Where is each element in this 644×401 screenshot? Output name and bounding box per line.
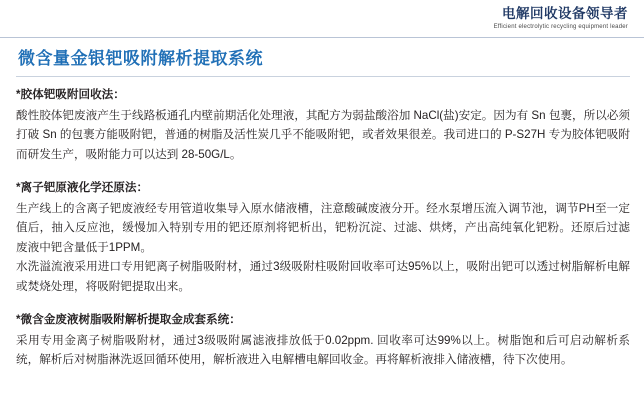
section-heading: *微含金废液树脂吸附解析提取金成套系统：	[16, 313, 241, 326]
section-gold-resin-system	[16, 310, 630, 370]
section-spacer	[16, 296, 630, 310]
company-slogan: 电解回收设备领导者	[502, 6, 628, 21]
section-heading: *离子钯原液化学还原法：	[16, 181, 149, 194]
header-divider	[0, 37, 644, 38]
section-colloidal-palladium	[16, 85, 630, 164]
section-paragraph: 酸性胶体钯废液产生于线路板通孔内壁前期活化处理液，其配方为弱盐酸浴加 NaCl(盐)安定。因为有 Sn 包裹，所以必须打破 Sn 的包裹方能吸附钯，普通的树脂及活性炭几乎不能吸附钯，或者效果很差。我司进口的 P-S27H 专为胶体钯吸附而研发生产，吸附能力可以达到 28-50G/L。	[16, 108, 630, 161]
company-slogan-english: Efficient electrolytic recycling equipment leader	[493, 24, 628, 30]
page-title: 微含量金银钯吸附解析提取系统	[18, 49, 263, 68]
section-paragraph: 水洗溢流液采用进口专用钯离子树脂吸附材，通过3级吸附柱吸附回收率可达95%以上，吸附出钯可以透过树脂解析电解或焚烧处理，将吸附钯提取出来。	[16, 260, 630, 293]
section-paragraph: 生产线上的含离子钯废液经专用管道收集导入原水储液槽，注意酸碱废液分开。经水泵增压流入调节池，调节PH至一定值后，抽入反应池，缓慢加入特别专用的钯还原剂将钯析出，钯粉沉淀、过滤、烘烤，产出高纯氧化钯粉。还原后过滤废液中钯含量低于1PPM。	[16, 201, 630, 254]
page-header	[0, 0, 644, 38]
document-body	[0, 77, 644, 370]
section-ionic-palladium	[16, 178, 630, 296]
section-heading: *胶体钯吸附回收法：	[16, 88, 125, 101]
section-paragraph: 采用专用金离子树脂吸附材，通过3级吸附属滤液排放低于0.02ppm. 回收率可达99%以上。树脂饱和后可启动解析系统，解析后对树脂淋洗返回循环使用，解析液进入电解槽电解回收金。再将解析液排入储液槽，待下次使用。	[16, 333, 630, 366]
section-spacer	[16, 164, 630, 178]
